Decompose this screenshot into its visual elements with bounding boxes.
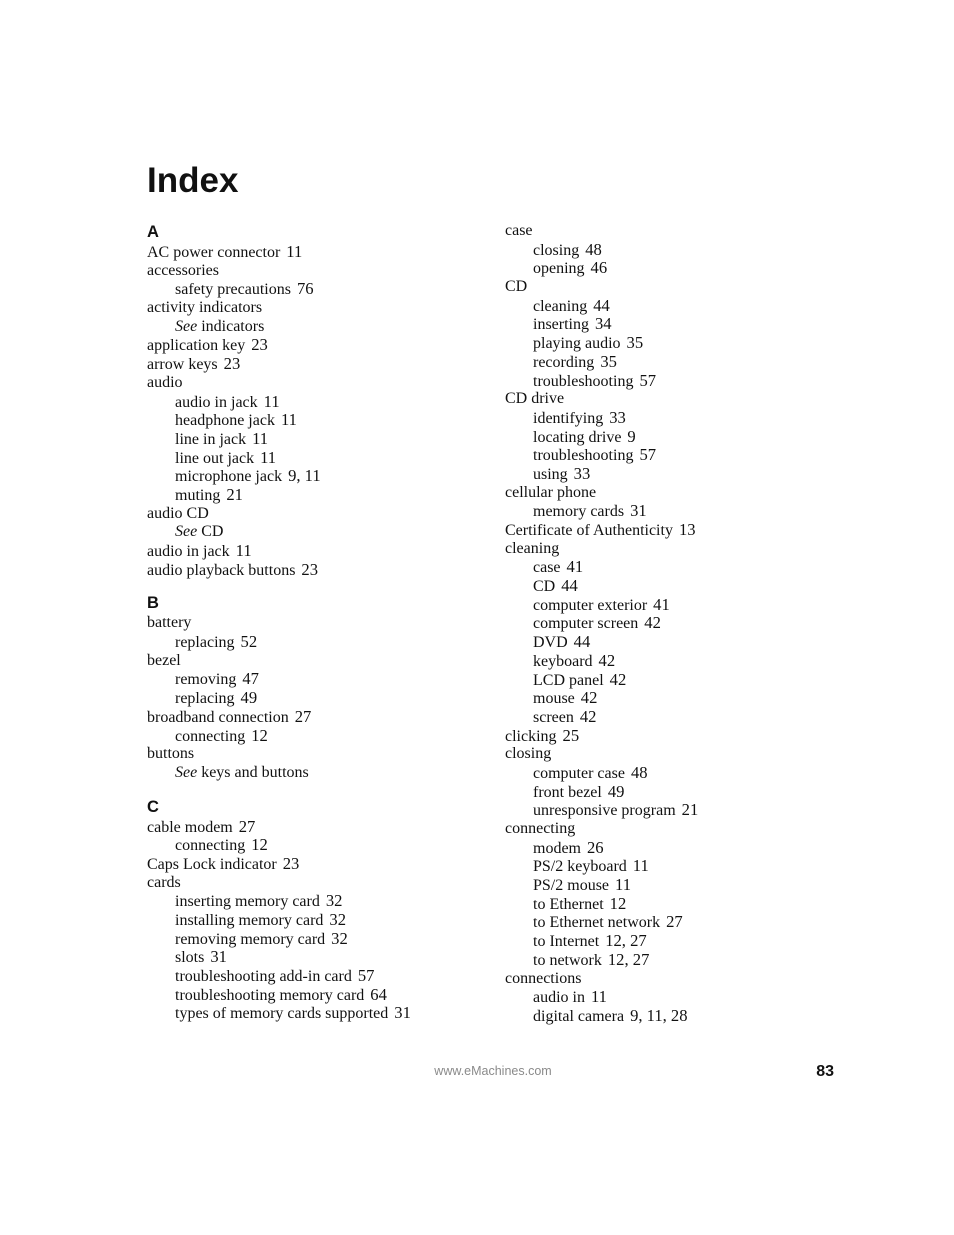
entry-page-refs: 52 xyxy=(240,632,258,652)
entry-page-refs: 33 xyxy=(573,463,591,483)
entry-page-refs: 34 xyxy=(595,314,612,334)
entry-term: locating drive xyxy=(533,428,622,446)
entry-page-refs: 23 xyxy=(223,354,241,374)
index-subentry xyxy=(147,689,487,708)
entry-page-refs: 49 xyxy=(240,688,258,708)
entry-page-refs: 11 xyxy=(591,987,607,1007)
index-subentry xyxy=(505,614,845,633)
index-entry xyxy=(147,708,487,727)
entry-term: audio playback buttons xyxy=(147,561,296,579)
entry-page-refs: 42 xyxy=(579,706,597,726)
entry-term: CD xyxy=(533,578,556,596)
entry-term: line out jack xyxy=(175,449,255,467)
entry-term: PS/2 mouse xyxy=(533,877,610,895)
entry-term: CD xyxy=(201,523,224,541)
entry-term: troubleshooting xyxy=(533,447,634,465)
index-entry xyxy=(147,855,487,874)
entry-term: cards xyxy=(147,873,181,891)
index-subentry xyxy=(505,652,845,671)
entry-term: connecting xyxy=(505,820,576,837)
entry-page-refs: 32 xyxy=(331,928,348,948)
entry-page-refs: 46 xyxy=(590,258,608,278)
index-subentry xyxy=(505,988,845,1007)
index-entry xyxy=(147,818,487,837)
entry-term: safety precautions xyxy=(175,281,291,299)
entry-term: application key xyxy=(147,337,246,355)
entry-page-refs: 42 xyxy=(609,669,627,689)
entry-term: audio in jack xyxy=(147,543,230,560)
entry-term: unresponsive program xyxy=(533,802,676,820)
entry-term: computer screen xyxy=(533,615,639,633)
entry-page-refs: 49 xyxy=(607,781,625,801)
index-subentry xyxy=(147,486,487,505)
entry-term: mouse xyxy=(533,690,575,708)
entry-term: activity indicators xyxy=(147,299,263,317)
entry-term: replacing xyxy=(175,634,235,652)
entry-page-refs: 42 xyxy=(644,613,661,633)
entry-term: arrow keys xyxy=(147,356,218,374)
entry-term: types of memory cards supported xyxy=(175,1005,389,1023)
index-subentry xyxy=(147,449,487,468)
entry-page-refs: 11 xyxy=(235,541,252,560)
entry-page-refs: 32 xyxy=(325,891,343,911)
entry-term: bezel xyxy=(147,651,181,669)
entry-term: installing memory card xyxy=(175,912,324,929)
entry-term: case xyxy=(505,222,533,239)
entry-term: inserting xyxy=(533,316,589,334)
entry-term: audio in jack xyxy=(175,393,258,411)
entry-page-refs: 35 xyxy=(600,351,617,371)
index-subentry xyxy=(147,523,487,542)
entry-page-refs: 12, 27 xyxy=(607,949,650,969)
index-entry xyxy=(505,222,845,241)
index-subentry xyxy=(147,1004,487,1023)
index-subentry xyxy=(505,895,845,914)
entry-term: to Ethernet network xyxy=(533,914,661,932)
index-subentry xyxy=(505,409,845,428)
index-subentry xyxy=(505,502,845,521)
entry-page-refs: 25 xyxy=(562,725,580,745)
entry-term: to network xyxy=(533,951,602,969)
entry-page-refs: 23 xyxy=(251,335,268,355)
entry-term: memory cards xyxy=(533,503,625,521)
entry-page-refs: 31 xyxy=(210,947,227,967)
index-subentry xyxy=(505,315,845,334)
entry-page-refs: 44 xyxy=(593,295,610,315)
entry-page-refs: 26 xyxy=(587,837,604,857)
entry-page-refs: 31 xyxy=(630,501,647,521)
footer-url: www.eMachines.com xyxy=(434,1064,552,1078)
index-subentry xyxy=(505,558,845,577)
index-subentry xyxy=(147,467,487,486)
entry-term: cable modem xyxy=(147,818,233,836)
index-subentry xyxy=(505,876,845,895)
entry-page-refs: 11 xyxy=(252,428,269,448)
index-entry xyxy=(147,614,487,633)
index-entry xyxy=(505,278,845,297)
index-entry xyxy=(147,336,487,355)
index-subentry xyxy=(147,892,487,911)
index-entry xyxy=(147,505,487,524)
index-subentry xyxy=(505,764,845,783)
index-subentry xyxy=(505,241,845,260)
entry-term: headphone jack xyxy=(175,412,275,430)
entry-term: cleaning xyxy=(533,297,588,315)
entry-term: to Ethernet xyxy=(533,895,604,913)
index-entry xyxy=(147,299,487,318)
index-subentry xyxy=(147,836,487,855)
entry-term: closing xyxy=(533,241,580,259)
entry-page-refs: 42 xyxy=(598,650,616,670)
entry-page-refs: 48 xyxy=(630,762,648,782)
index-subentry xyxy=(147,411,487,430)
page-title: Index xyxy=(147,161,239,200)
entry-term: muting xyxy=(175,486,221,504)
entry-page-refs: 12 xyxy=(609,893,627,913)
entry-term: audio xyxy=(147,373,183,391)
index-entry xyxy=(505,970,845,989)
entry-term: computer case xyxy=(533,764,625,782)
index-subentry xyxy=(147,430,487,449)
index-subentry xyxy=(505,913,845,932)
index-column-left xyxy=(147,222,487,1023)
index-subentry xyxy=(147,967,487,986)
index-subentry xyxy=(505,577,845,596)
index-subentry xyxy=(147,986,487,1005)
entry-page-refs: 27 xyxy=(238,816,256,836)
index-subentry xyxy=(505,708,845,727)
entry-page-refs: 11 xyxy=(632,856,649,876)
index-subentry xyxy=(505,857,845,876)
entry-page-refs: 12, 27 xyxy=(605,931,647,951)
index-subentry xyxy=(505,783,845,802)
index-subentry xyxy=(147,930,487,949)
entry-term: audio CD xyxy=(147,504,209,522)
index-entry xyxy=(147,652,487,671)
entry-term: clicking xyxy=(505,727,557,745)
index-subentry xyxy=(147,948,487,967)
entry-term: keys and buttons xyxy=(201,763,309,781)
index-subentry xyxy=(505,372,845,391)
index-entry xyxy=(147,262,487,281)
index-entry xyxy=(505,745,845,764)
entry-page-refs: 21 xyxy=(681,800,699,820)
entry-page-refs: 23 xyxy=(301,559,319,579)
entry-term: Certificate of Authenticity xyxy=(505,522,673,539)
entry-page-refs: 11 xyxy=(286,242,303,261)
index-column-right xyxy=(505,222,845,1026)
entry-term: identifying xyxy=(533,409,604,427)
entry-term: DVD xyxy=(533,634,568,652)
entry-term: battery xyxy=(147,614,192,632)
entry-page-refs: 47 xyxy=(242,669,259,689)
entry-term: connecting xyxy=(175,727,246,745)
entry-page-refs: 11 xyxy=(263,391,280,411)
entry-page-refs: 13 xyxy=(678,520,696,539)
entry-page-refs: 32 xyxy=(329,910,346,929)
see-reference-label: See xyxy=(175,317,198,335)
entry-page-refs: 27 xyxy=(294,706,312,726)
entry-page-refs: 11 xyxy=(260,447,277,467)
entry-term: using xyxy=(533,465,568,483)
index-subentry xyxy=(147,670,487,689)
index-subentry xyxy=(147,280,487,299)
index-subentry xyxy=(147,764,487,783)
index-entry xyxy=(147,745,487,764)
entry-term: computer exterior xyxy=(533,596,648,614)
entry-term: cellular phone xyxy=(505,483,597,501)
index-entry xyxy=(505,390,845,409)
entry-term: cleaning xyxy=(505,539,560,557)
index-subentry xyxy=(147,393,487,412)
index-letter-heading: C xyxy=(147,797,159,816)
index-entry xyxy=(147,374,487,393)
entry-term: slots xyxy=(175,949,205,967)
entry-page-refs: 31 xyxy=(394,1003,411,1023)
index-letter-heading: A xyxy=(147,223,159,241)
entry-term: closing xyxy=(505,745,552,763)
entry-term: keyboard xyxy=(533,652,593,670)
index-entry xyxy=(147,542,487,561)
entry-term: buttons xyxy=(147,745,195,763)
entry-term: removing memory card xyxy=(175,930,326,948)
entry-term: recording xyxy=(533,353,595,371)
entry-page-refs: 23 xyxy=(282,853,300,873)
index-subentry xyxy=(147,633,487,652)
entry-term: broadband connection xyxy=(147,708,289,726)
index-subentry xyxy=(505,633,845,652)
entry-page-refs: 33 xyxy=(609,407,626,427)
entry-page-refs: 9 xyxy=(627,426,636,446)
entry-page-refs: 9, 11 xyxy=(288,466,321,486)
see-reference-label: See xyxy=(175,763,198,781)
entry-term: audio in xyxy=(533,989,585,1007)
index-entry xyxy=(505,727,845,746)
index-subentry xyxy=(505,671,845,690)
index-entry xyxy=(147,243,487,262)
index-subentry xyxy=(505,596,845,615)
index-entry xyxy=(147,874,487,893)
index-subentry xyxy=(505,689,845,708)
entry-page-refs: 11 xyxy=(615,875,631,895)
entry-term: replacing xyxy=(175,690,235,708)
entry-page-refs: 27 xyxy=(666,912,683,932)
entry-page-refs: 12 xyxy=(251,835,268,855)
index-subentry xyxy=(505,334,845,353)
entry-page-refs: 48 xyxy=(585,239,602,259)
entry-term: digital camera xyxy=(533,1007,625,1025)
index-subentry xyxy=(505,932,845,951)
entry-page-refs: 41 xyxy=(566,557,584,577)
entry-page-refs: 57 xyxy=(639,370,657,390)
entry-term: to Internet xyxy=(533,933,600,951)
entry-page-refs: 44 xyxy=(573,632,591,652)
entry-term: troubleshooting add-in card xyxy=(175,968,352,986)
entry-page-refs: 76 xyxy=(296,279,314,299)
entry-page-refs: 35 xyxy=(626,333,644,353)
index-subentry xyxy=(505,839,845,858)
index-subentry xyxy=(505,259,845,278)
entry-term: connections xyxy=(505,969,582,987)
entry-term: connecting xyxy=(175,837,246,855)
entry-page-refs: 12 xyxy=(251,725,268,745)
index-entry xyxy=(505,820,845,839)
entry-term: case xyxy=(533,559,561,577)
index-entry xyxy=(147,355,487,374)
entry-term: PS/2 keyboard xyxy=(533,858,627,876)
entry-term: AC power connector xyxy=(147,244,281,261)
index-entry xyxy=(147,561,487,580)
entry-term: modem xyxy=(533,839,581,857)
index-entry xyxy=(505,540,845,559)
index-subentry xyxy=(505,428,845,447)
entry-page-refs: 42 xyxy=(580,688,598,708)
index-entry xyxy=(505,521,845,540)
entry-term: LCD panel xyxy=(533,671,604,689)
index-subentry xyxy=(505,353,845,372)
entry-term: CD drive xyxy=(505,390,565,408)
page-number: 83 xyxy=(816,1063,834,1080)
index-subentry xyxy=(505,465,845,484)
entry-term: accessories xyxy=(147,261,219,279)
entry-term: CD xyxy=(505,278,528,296)
entry-term: front bezel xyxy=(533,783,602,801)
entry-page-refs: 21 xyxy=(226,484,243,504)
entry-page-refs: 11 xyxy=(280,410,297,430)
entry-term: inserting memory card xyxy=(175,893,320,911)
see-reference-label: See xyxy=(175,523,198,541)
entry-term: opening xyxy=(533,260,585,278)
entry-term: indicators xyxy=(201,317,265,335)
entry-page-refs: 57 xyxy=(639,445,657,465)
entry-page-refs: 57 xyxy=(357,966,375,986)
entry-page-refs: 41 xyxy=(653,594,670,614)
entry-page-refs: 64 xyxy=(370,984,387,1004)
entry-term: line in jack xyxy=(175,430,247,448)
index-subentry xyxy=(147,727,487,746)
index-subentry xyxy=(505,297,845,316)
entry-term: playing audio xyxy=(533,335,621,353)
entry-term: troubleshooting memory card xyxy=(175,986,365,1004)
index-entry xyxy=(505,484,845,503)
index-subentry xyxy=(505,801,845,820)
index-subentry xyxy=(505,951,845,970)
entry-term: Caps Lock indicator xyxy=(147,855,277,873)
index-subentry xyxy=(505,1007,845,1026)
index-subentry xyxy=(147,318,487,337)
entry-term: troubleshooting xyxy=(533,372,634,390)
entry-term: removing xyxy=(175,671,237,689)
index-letter-heading: B xyxy=(147,594,159,613)
entry-page-refs: 44 xyxy=(561,576,578,596)
entry-page-refs: 9, 11, 28 xyxy=(630,1005,688,1025)
entry-term: screen xyxy=(533,708,574,726)
index-subentry xyxy=(147,911,487,930)
index-subentry xyxy=(505,446,845,465)
entry-term: microphone jack xyxy=(175,468,283,486)
